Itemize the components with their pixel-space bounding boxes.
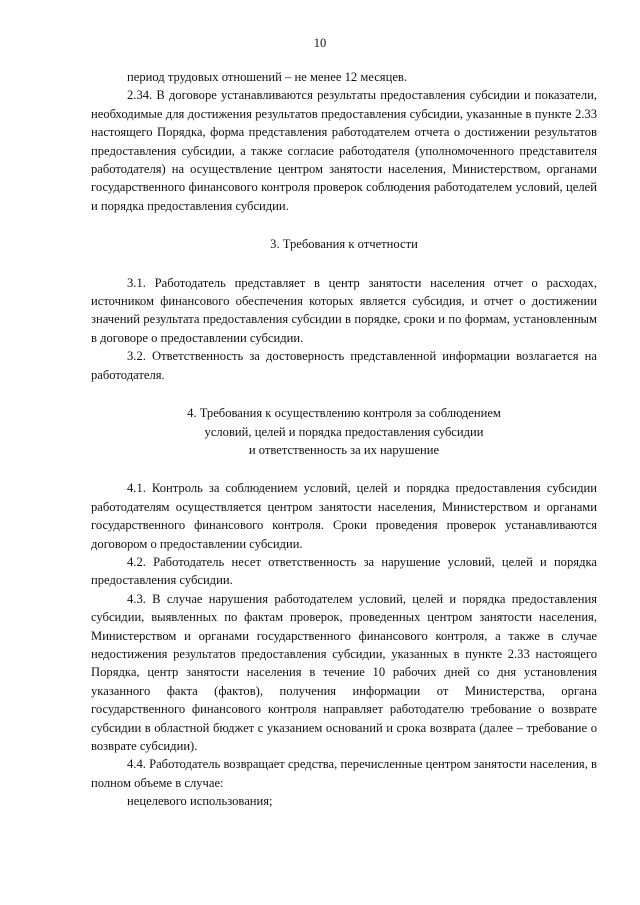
paragraph-3-2: 3.2. Ответственность за достоверность представленной информации возлагается на работодателя. <box>91 349 597 382</box>
page-number: 10 <box>313 36 327 50</box>
paragraph-3-1: 3.1. Работодатель представляет в центр занятости населения отчет о расходах, источником финансового обеспечения которых является субсидия, и отчет о достижении значений результата предоставления субсидии в порядке, сроки и по формам, установленным в договоре о предоставлении субсидии. <box>91 275 597 345</box>
paragraph-misuse: нецелевого использования; <box>127 794 273 809</box>
section-3-heading: 3. Требования к отчетности <box>270 237 418 252</box>
section-4-heading-line-1: 4. Требования к осуществлению контроля за соблюдением <box>187 406 501 421</box>
section-4-heading <box>91 404 597 459</box>
paragraph-continuation: период трудовых отношений – не менее 12 месяцев. <box>127 70 408 84</box>
paragraph-4-4: 4.4. Работодатель возвращает средства, перечисленные центром занятости населения, в полном объеме в случае: <box>91 757 597 790</box>
section-4-heading-line-3: и ответственность за их нарушение <box>248 442 440 457</box>
paragraph-4-2: 4.2. Работодатель несет ответственность за нарушение условий, целей и порядка предоставления субсидии. <box>91 554 597 588</box>
paragraph-4-3: 4.3. В случае нарушения работодателем условий, целей и порядка предоставления субсидии, выявленных по фактам проверок, проведенных центром занятости населения, Министерством и органами государственного финансового контроля, а также в случае недостижения результатов предоставления субсидии, указанных в пункте 2.33 настоящего Порядка, центр занятости населения в течение 10 рабочих дней со дня установления указанного факта (фактов), получения информации от Министерства, органа государственного финансового контроля направляет работодателю требование о возврате субсидии в областной бюджет с указанием оснований и срока возврата (далее – требование о возврате субсидии). <box>91 591 597 753</box>
paragraph-4-1: 4.1. Контроль за соблюдением условий, целей и порядка предоставления субсидии работодателям осуществляется центром занятости населения, Министерством и органами государственного финансового контроля. Сроки проведения проверок устанавливаются договором о предоставлении субсидии. <box>91 481 597 551</box>
document-body <box>91 68 597 811</box>
paragraph-2-34: 2.34. В договоре устанавливаются результаты предоставления субсидии и показатели, необходимые для достижения результатов предоставления субсидии, указанные в пункте 2.33 настоящего Порядка, форма представления работодателем отчета о достижении результатов предоставления субсидии, а также согласие работодателя (уполномоченного представителя работодателя) на осуществление центром занятости населения, Министерством, органами государственного финансового контроля проверок соблюдения работодателем условий, целей и порядка предоставления субсидии. <box>91 88 597 213</box>
section-4-heading-line-2: условий, целей и порядка предоставления субсидии <box>204 424 484 439</box>
